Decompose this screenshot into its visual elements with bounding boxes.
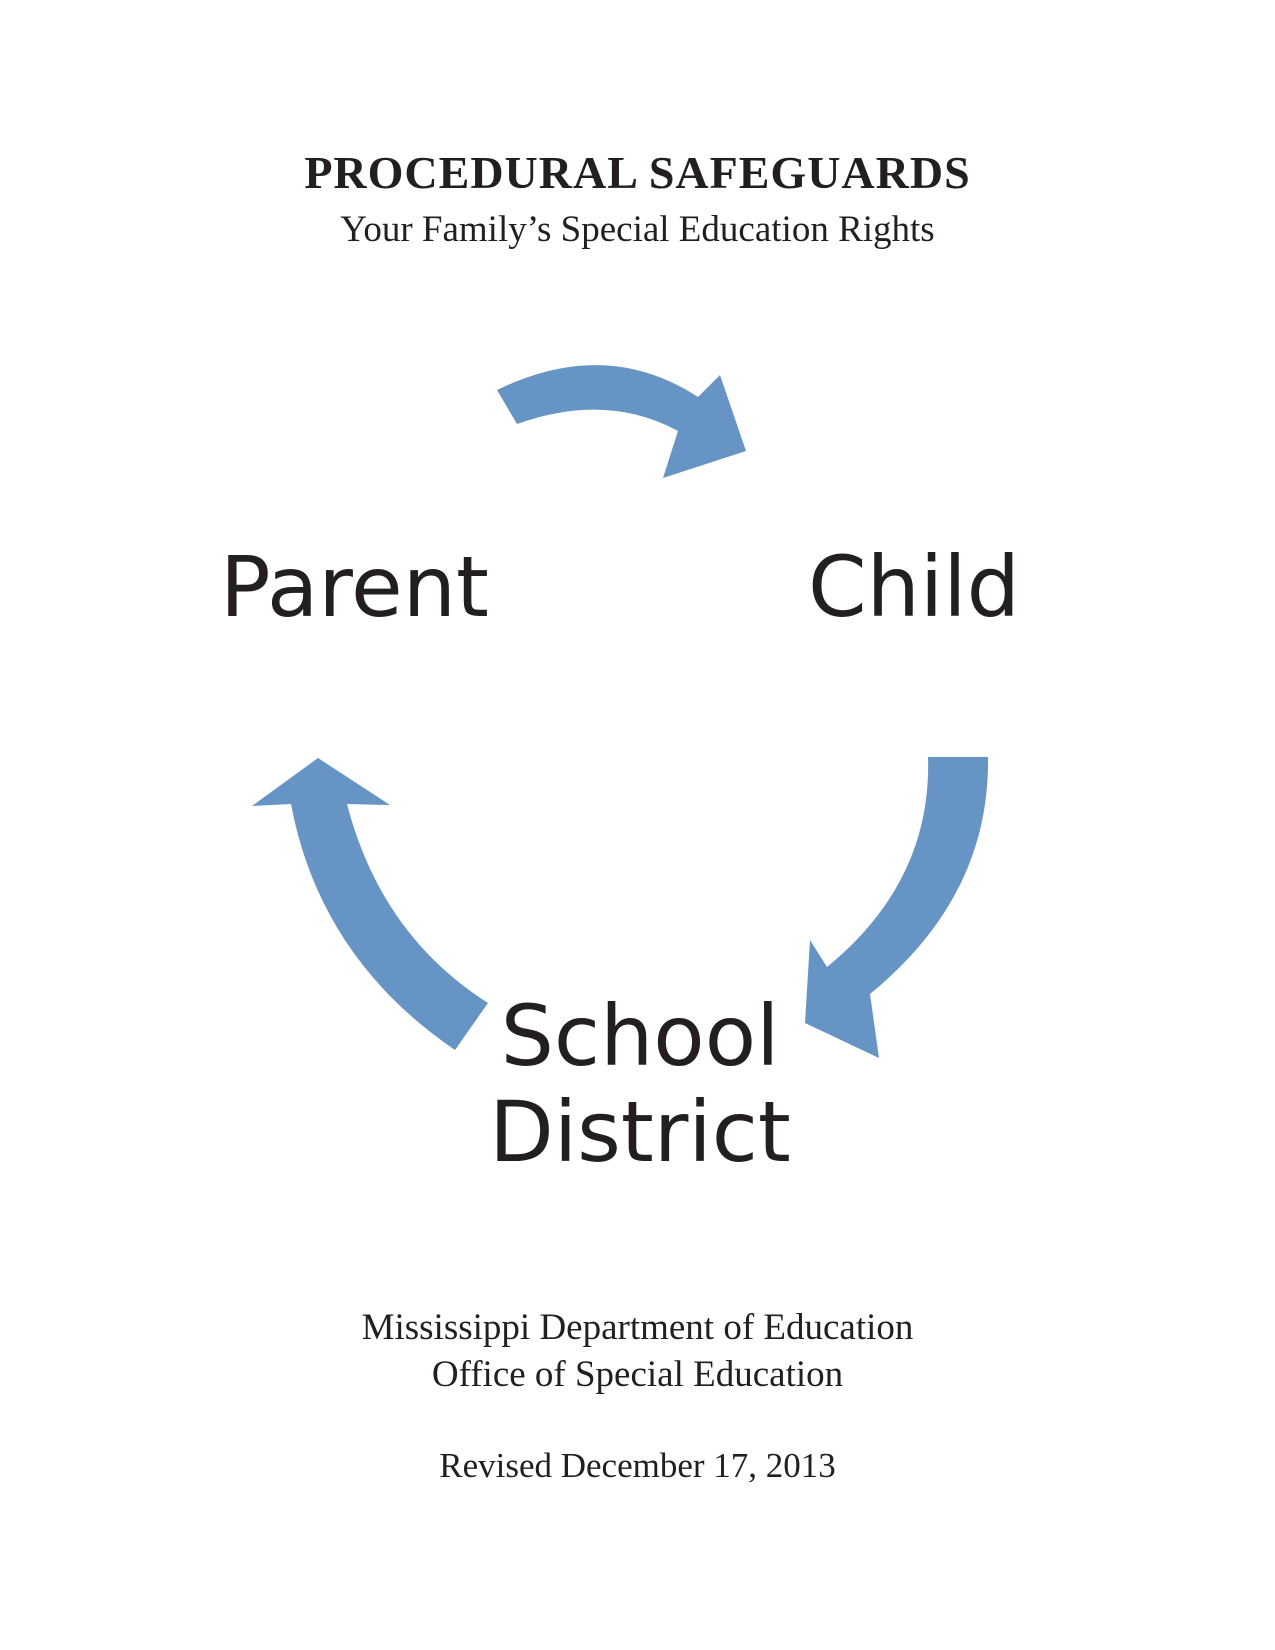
organization-name: Mississippi Department of Education — [361, 1307, 914, 1348]
node-school-line1: School — [500, 987, 780, 1085]
node-school-line2: District — [489, 1083, 791, 1181]
arrow-parent-to-child — [497, 365, 746, 478]
node-child: Child — [808, 538, 1020, 636]
node-school-district — [440, 988, 840, 1180]
document-subtitle: Your Family’s Special Education Rights — [340, 209, 935, 250]
office-name: Office of Special Education — [431, 1354, 844, 1395]
node-parent: Parent — [220, 538, 489, 636]
document-title: PROCEDURAL SAFEGUARDS — [304, 147, 971, 198]
revision-date: Revised December 17, 2013 — [439, 1446, 836, 1485]
